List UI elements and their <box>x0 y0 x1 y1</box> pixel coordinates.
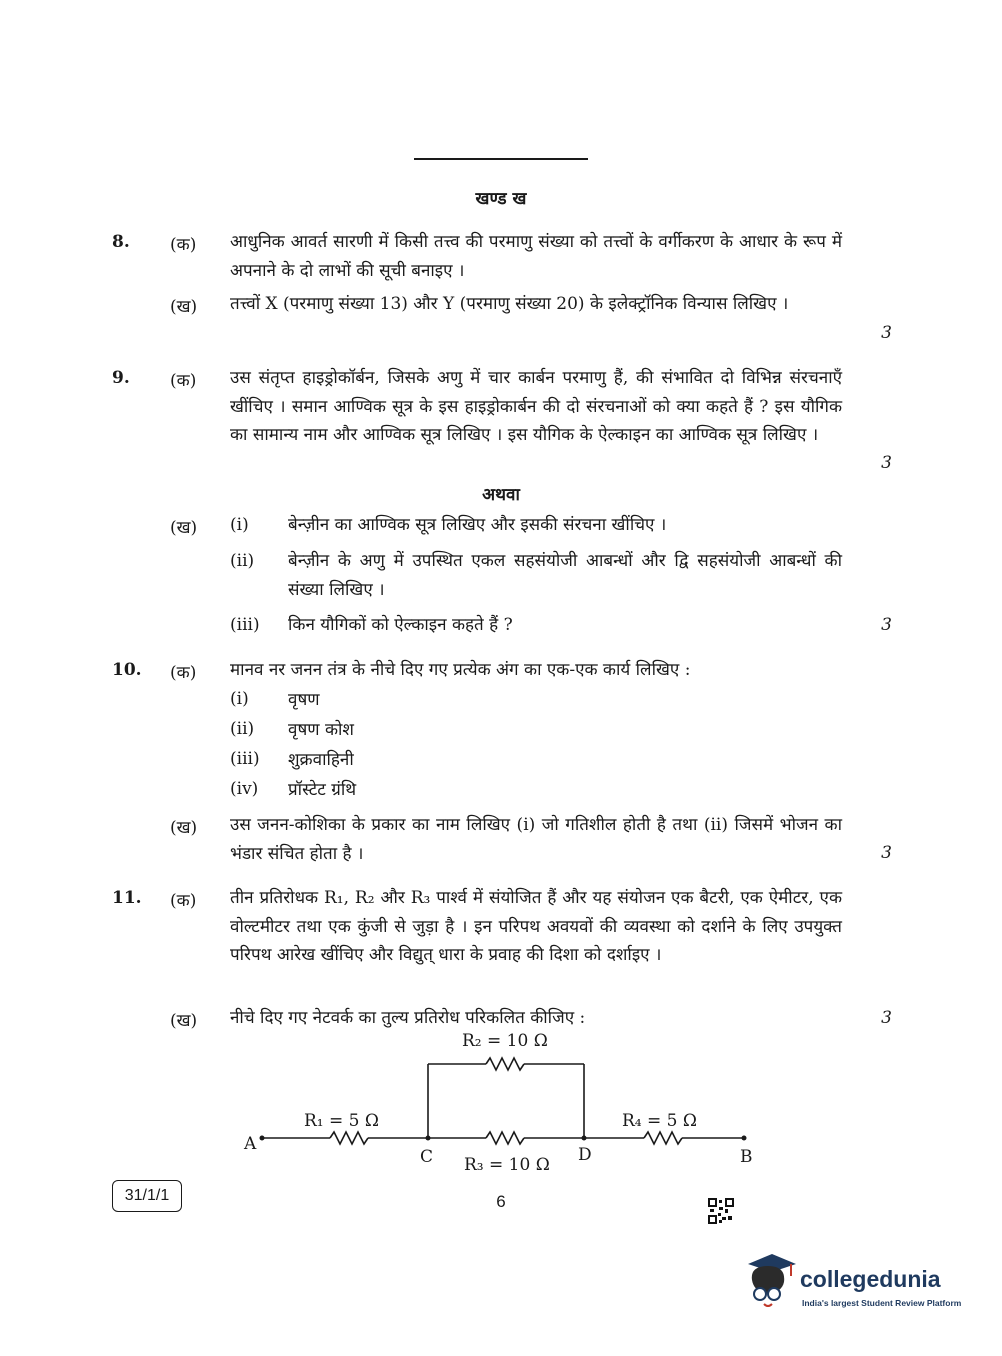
node-c: C <box>420 1147 434 1167</box>
q9-b-item-text: बेन्ज़ीन के अणु में उपस्थित एकल सहसंयोजी आबन्धों और द्वि सहसंयोजी आबन्धों की संख्या लिखिए । <box>288 551 842 600</box>
brand-tagline: India's largest Student Review Platform <box>802 1298 962 1308</box>
question-number-8: 8. <box>112 232 130 252</box>
q10-part-a-text: मानव नर जनन तंत्र के नीचे दिए गए प्रत्येक अंग का एक-एक कार्य लिखिए : <box>230 660 691 680</box>
collegedunia-logo-icon <box>742 1250 800 1312</box>
qr-code-icon <box>708 1198 734 1224</box>
q10-item-label: (iii) <box>230 749 260 769</box>
page-number: 6 <box>496 1192 506 1211</box>
q9-a-marks: 3 <box>881 453 892 473</box>
paper-code: 31/1/1 <box>112 1180 182 1212</box>
resistor-r2 <box>486 1058 524 1070</box>
q9-part-a-text: उस संतृप्त हाइड्रोकॉर्बन, जिसके अणु में चार कार्बन परमाणु हैं, की संभावित दो विभिन्न संरचनाएँ खींचिए । समान आण्विक सूत्र के इस हाइड्रोकार्बन की दो संरचनाओं को क्या कहते हैं ? इस यौगिक का सामान्य नाम और आण्विक सूत्र लिखिए । इस यौगिक के ऐल्काइन का आण्विक सूत्र लिखिए । <box>230 368 842 445</box>
q9-b-item-text: बेन्ज़ीन का आण्विक सूत्र लिखिए और इसकी संरचना खींचिए । <box>288 515 667 535</box>
q10-item-label: (i) <box>230 689 249 709</box>
node-dot <box>742 1136 747 1141</box>
q8-part-a-label: (क) <box>170 235 197 255</box>
node-dot <box>426 1136 431 1141</box>
resistor-r1 <box>330 1132 368 1144</box>
q10-item-text: शुक्रवाहिनी <box>288 750 354 770</box>
question-number-11: 11. <box>112 888 142 908</box>
q11-part-b-label: (ख) <box>170 1011 198 1031</box>
label-r2: R₂ = 10 Ω <box>462 1031 548 1051</box>
q10-part-b-text: उस जनन-कोशिका के प्रकार का नाम लिखिए (i) जो गतिशील होती है तथा (ii) जिसमें भोजन का भंडार संचित होता है । <box>230 815 842 864</box>
q10-item-label: (ii) <box>230 719 255 739</box>
q8-marks: 3 <box>881 323 892 343</box>
q8-part-b-text: तत्त्वों X (परमाणु संख्या 13) और Y (परमाणु संख्या 20) के इलेक्ट्रॉनिक विन्यास लिखिए । <box>230 294 789 314</box>
node-d: D <box>578 1145 592 1165</box>
node-dot <box>582 1136 587 1141</box>
q10-item-label: (iv) <box>230 779 259 799</box>
node-dot <box>260 1136 265 1141</box>
q11-part-a-text: तीन प्रतिरोधक R₁, R₂ और R₃ पार्श्व में संयोजित हैं और यह संयोजन एक बैटरी, एक ऐमीटर, एक वोल्टमीटर तथा एक कुंजी से जुड़ा है । इन परिपथ अवयवों की व्यवस्था को दर्शाने के लिए उपयुक्त परिपथ आरेख खींचिए और विद्युत् धारा के प्रवाह की दिशा को दर्शाइए । <box>230 888 842 965</box>
q9-b-item-label: (iii) <box>230 615 260 635</box>
q11-part-b-text: नीचे दिए गए नेटवर्क का तुल्य प्रतिरोध परिकलित कीजिए : <box>230 1008 586 1028</box>
q9-part-a-label: (क) <box>170 371 197 391</box>
q9-b-item-text: किन यौगिकों को ऐल्काइन कहते हैं ? <box>288 615 513 635</box>
label-r1: R₁ = 5 Ω <box>304 1111 379 1131</box>
q10-part-a-label: (क) <box>170 663 197 683</box>
section-title: खण्ड ख <box>475 189 527 209</box>
node-a: A <box>244 1134 257 1154</box>
resistor-r3 <box>486 1132 524 1144</box>
q10-item-text: वृषण कोश <box>288 720 354 740</box>
q10-item-text: प्रॉस्टेट ग्रंथि <box>288 780 357 800</box>
q11-marks: 3 <box>881 1008 892 1028</box>
question-number-9: 9. <box>112 368 130 388</box>
q10-marks: 3 <box>881 843 892 863</box>
q9-part-b-label: (ख) <box>170 518 198 538</box>
question-number-10: 10. <box>112 660 142 680</box>
resistor-r4 <box>644 1132 682 1144</box>
q11-part-a-label: (क) <box>170 891 197 911</box>
q9-b-item-label: (ii) <box>230 551 255 571</box>
q10-part-b-label: (ख) <box>170 818 198 838</box>
q9-b-marks: 3 <box>881 615 892 635</box>
q8-part-a-text: आधुनिक आवर्त सारणी में किसी तत्त्व की परमाणु संख्या को तत्त्वों के वर्गीकरण के आधार के रूप में अपनाने के दो लाभों की सूची बनाइए । <box>230 232 842 281</box>
q10-item-text: वृषण <box>288 690 320 710</box>
label-r3: R₃ = 10 Ω <box>464 1155 550 1175</box>
label-r4: R₄ = 5 Ω <box>622 1111 697 1131</box>
node-b: B <box>740 1147 753 1167</box>
brand-name: collegedunia <box>800 1266 941 1292</box>
q9-b-item-label: (i) <box>230 515 249 535</box>
or-divider: अथवा <box>482 485 520 505</box>
q8-part-b-label: (ख) <box>170 297 198 317</box>
